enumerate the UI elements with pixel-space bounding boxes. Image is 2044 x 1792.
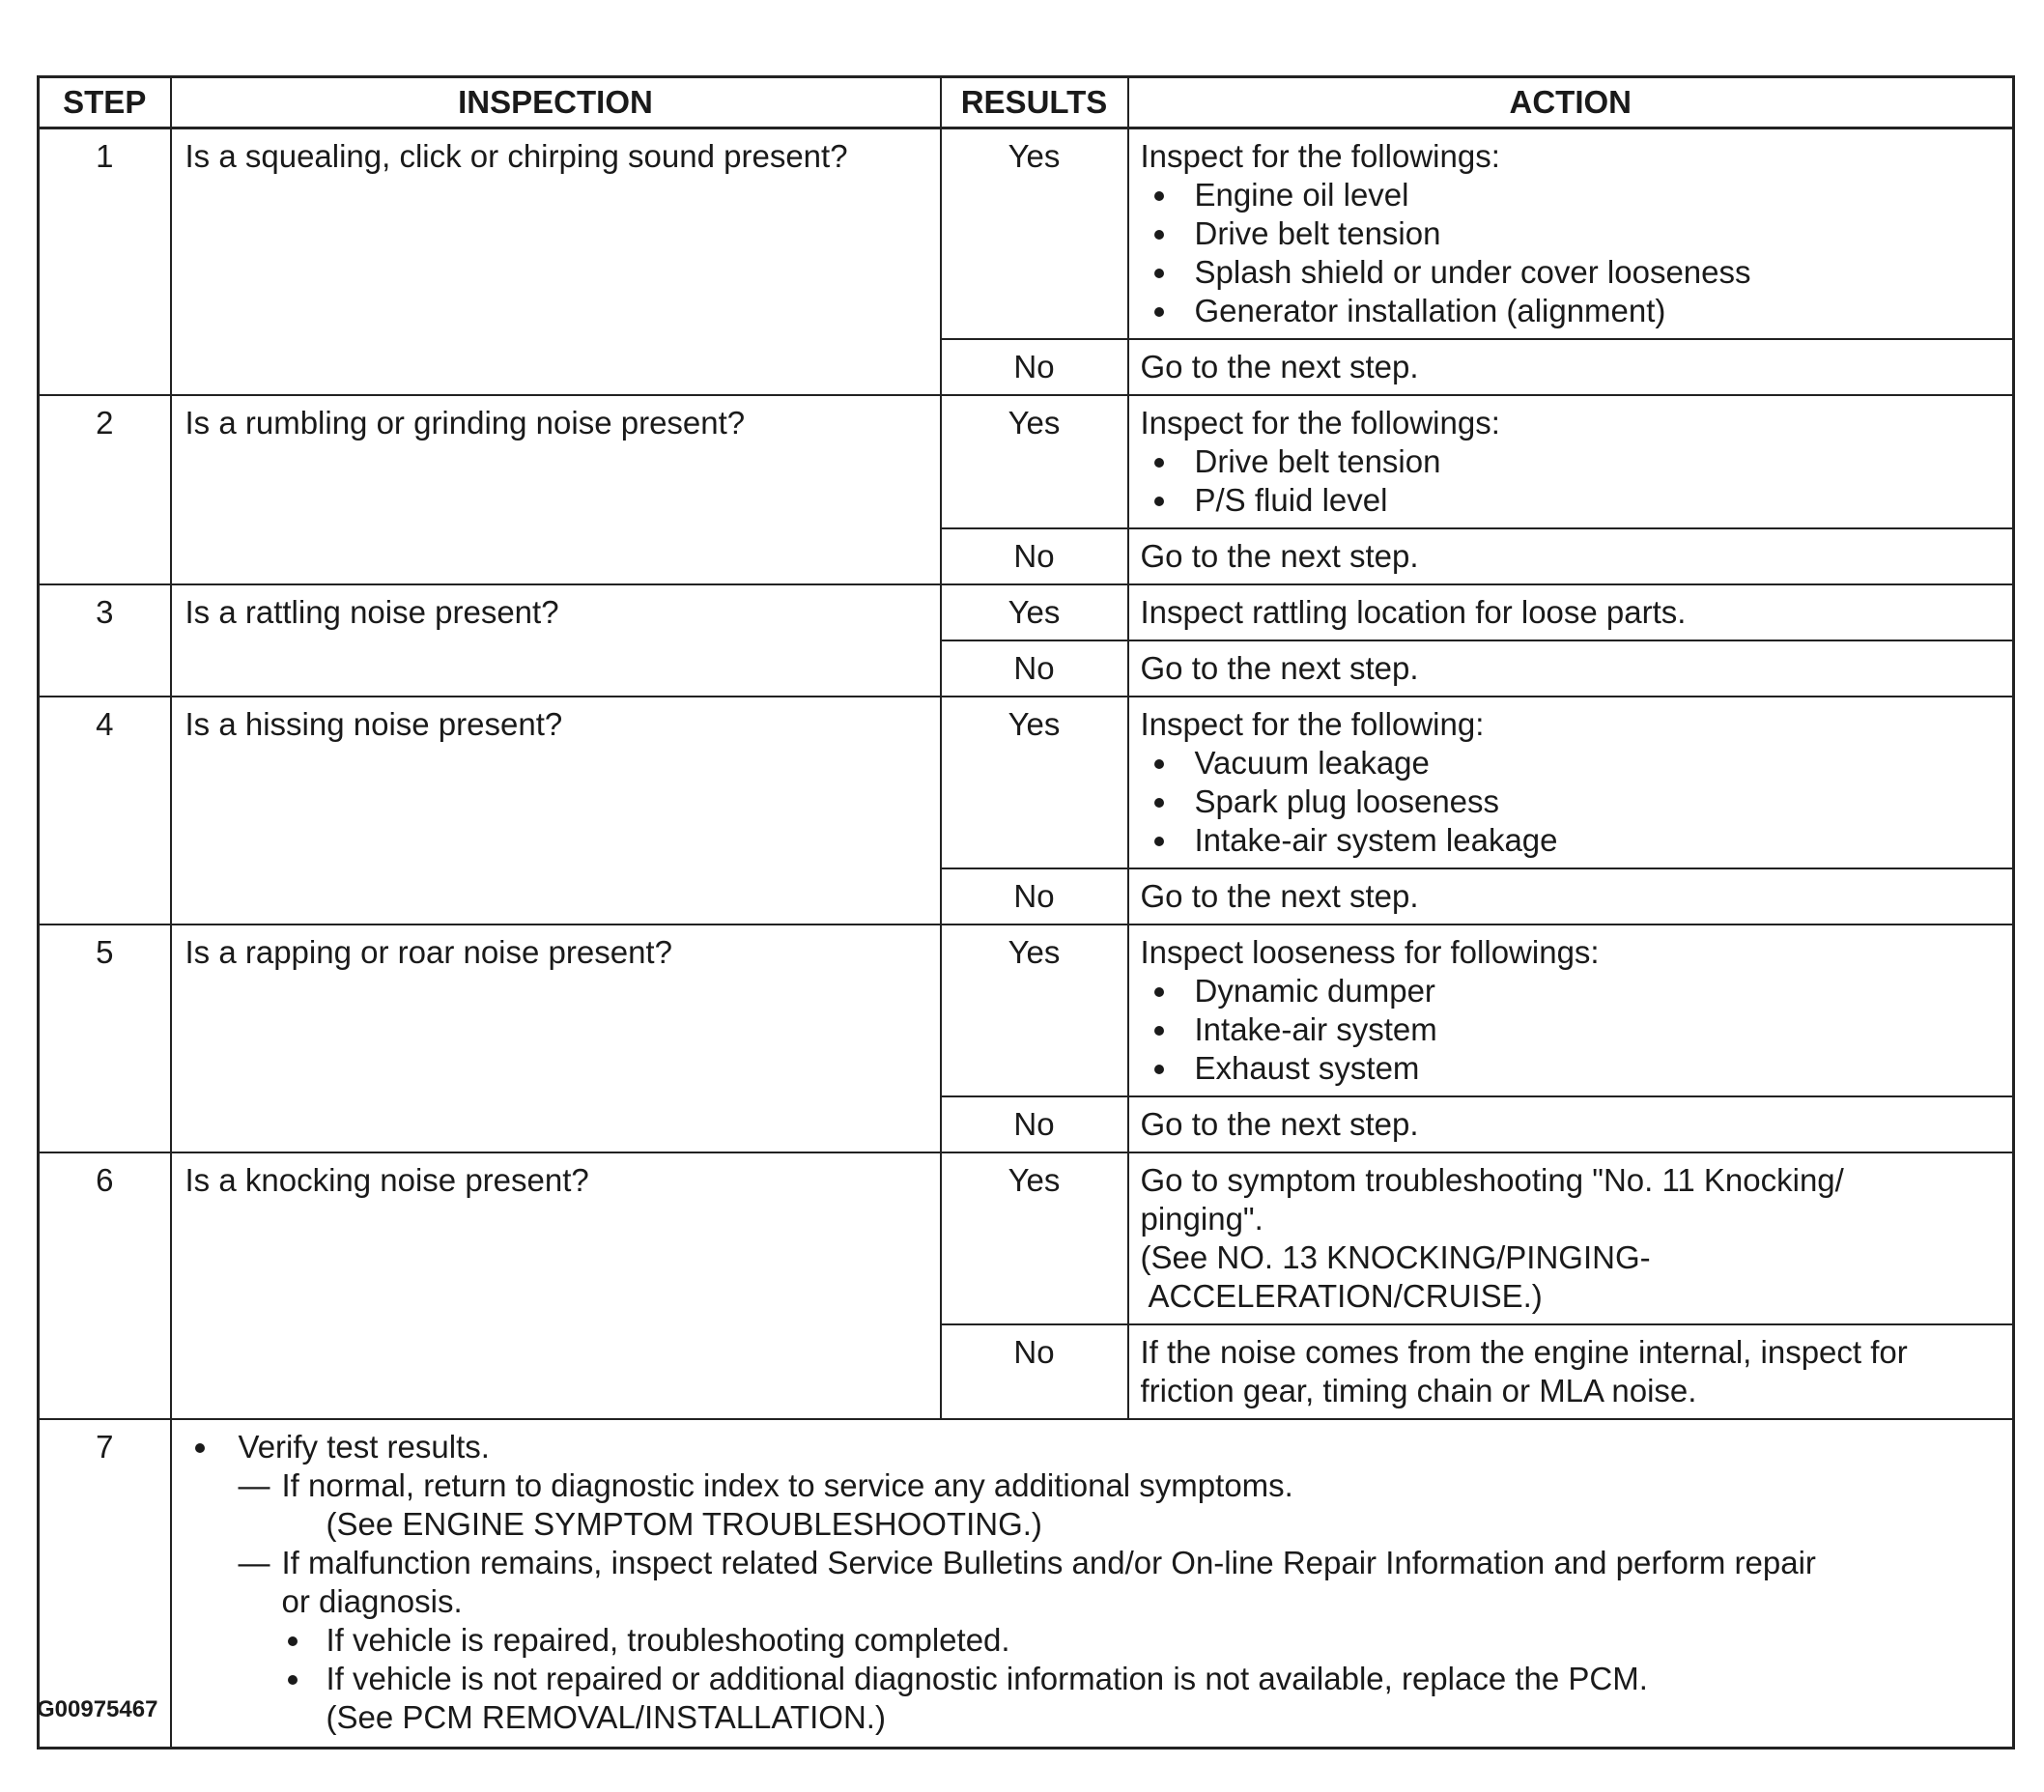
step-number: 4	[39, 697, 171, 924]
step-5-yes-row	[39, 924, 2014, 1096]
result-yes: Yes	[941, 1152, 1128, 1324]
step-number: 2	[39, 395, 171, 584]
malfunction-text: If malfunction remains, inspect related Service Bulletins and/or On-line Repair Information and perform repair	[281, 1545, 1816, 1580]
result-yes: Yes	[941, 697, 1128, 868]
action-intro: Inspect for the following:	[1140, 706, 1485, 742]
inspection-text: Is a squealing, click or chirping sound present?	[171, 128, 941, 396]
normal-item	[195, 1466, 2000, 1505]
result-yes: Yes	[941, 924, 1128, 1096]
action-no: Go to the next step.	[1128, 868, 2014, 924]
step-number: 6	[39, 1152, 171, 1419]
action-line: friction gear, timing chain or MLA noise.	[1140, 1373, 1697, 1408]
action-bullet: Dynamic dumper	[1141, 972, 2001, 1010]
action-line: Go to symptom troubleshooting "No. 11 Knocking/	[1140, 1162, 1844, 1198]
action-bullet: Drive belt tension	[1141, 442, 2001, 481]
action-no: Go to the next step.	[1128, 640, 2014, 697]
inspection-text: Is a rumbling or grinding noise present?	[171, 395, 941, 584]
step-4-yes-row	[39, 697, 2014, 868]
action-bullet: Intake-air system	[1141, 1010, 2001, 1049]
result-no: No	[941, 1096, 1128, 1152]
normal-text: If normal, return to diagnostic index to service any additional symptoms.	[281, 1467, 1293, 1503]
inspection-text: Is a hissing noise present?	[171, 697, 941, 924]
action-intro: Inspect for the followings:	[1140, 138, 1500, 174]
malfunction-text: or diagnosis.	[281, 1583, 463, 1619]
result-no: No	[941, 528, 1128, 584]
dash-mark: —	[238, 1545, 270, 1580]
action-intro: Inspect looseness for followings:	[1140, 934, 1600, 970]
result-no: No	[941, 868, 1128, 924]
step-number: 5	[39, 924, 171, 1152]
step-number: 7	[39, 1419, 171, 1749]
action-bullet-list	[1141, 744, 2001, 860]
action-bullet-list	[1141, 176, 2001, 330]
action-bullet: Splash shield or under cover looseness	[1141, 253, 2001, 292]
result-no: No	[941, 339, 1128, 395]
action-bullet: Vacuum leakage	[1141, 744, 2001, 782]
see-reference: ACCELERATION/CRUISE.)	[1148, 1278, 1543, 1314]
malfunction-item	[195, 1544, 2000, 1621]
action-bullet-list	[1141, 972, 2001, 1088]
sub-bullet: If vehicle is repaired, troubleshooting completed.	[282, 1621, 2000, 1660]
action-intro: Inspect for the followings:	[1140, 405, 1500, 441]
action-bullet: Spark plug looseness	[1141, 782, 2001, 821]
action-yes	[1128, 924, 2014, 1096]
step-2-yes-row	[39, 395, 2014, 528]
action-bullet: Engine oil level	[1141, 176, 2001, 214]
dash-mark: —	[238, 1467, 270, 1503]
result-yes: Yes	[941, 395, 1128, 528]
action-no	[1128, 1324, 2014, 1419]
see-reference: (See ENGINE SYMPTOM TROUBLESHOOTING.)	[326, 1506, 1042, 1542]
step-3-yes-row	[39, 584, 2014, 640]
action-line: If the noise comes from the engine internal, inspect for	[1140, 1334, 1908, 1370]
step-1-yes-row	[39, 128, 2014, 340]
result-yes: Yes	[941, 128, 1128, 340]
action-yes	[1128, 128, 2014, 340]
action-yes	[1128, 1152, 2014, 1324]
action-no: Go to the next step.	[1128, 339, 2014, 395]
document-id: G00975467	[37, 1696, 158, 1722]
action-bullet: Generator installation (alignment)	[1141, 292, 2001, 330]
inspection-text: Is a rapping or roar noise present?	[171, 924, 941, 1152]
see-reference: (See PCM REMOVAL/INSTALLATION.)	[326, 1699, 886, 1735]
action-yes	[1128, 697, 2014, 868]
sub-bullet: If vehicle is not repaired or additional diagnostic information is not available, replace the PCM.	[282, 1660, 2000, 1698]
step-number: 3	[39, 584, 171, 697]
action-bullet: Exhaust system	[1141, 1049, 2001, 1088]
action-yes	[1128, 395, 2014, 528]
inspection-text: Is a rattling noise present?	[171, 584, 941, 697]
result-no: No	[941, 1324, 1128, 1419]
header-row	[39, 77, 2014, 128]
verify-line: Verify test results.	[195, 1428, 2000, 1466]
action-line: pinging".	[1140, 1201, 1263, 1237]
action-bullet: P/S fluid level	[1141, 481, 2001, 520]
diagnostic-table	[37, 75, 2015, 1749]
step-6-yes-row	[39, 1152, 2014, 1324]
result-no: No	[941, 640, 1128, 697]
sub-bullet-list	[195, 1621, 2000, 1698]
step-7-row	[39, 1419, 2014, 1749]
action-no: Go to the next step.	[1128, 528, 2014, 584]
action-bullet: Intake-air system leakage	[1141, 821, 2001, 860]
header-step: STEP	[39, 77, 171, 128]
verify-results-cell	[171, 1419, 2014, 1749]
result-yes: Yes	[941, 584, 1128, 640]
see-reference: (See NO. 13 KNOCKING/PINGING-	[1140, 1239, 1651, 1275]
action-bullet: Drive belt tension	[1141, 214, 2001, 253]
inspection-text: Is a knocking noise present?	[171, 1152, 941, 1419]
header-action: ACTION	[1128, 77, 2014, 128]
action-bullet-list	[1141, 442, 2001, 520]
header-results: RESULTS	[941, 77, 1128, 128]
step-number: 1	[39, 128, 171, 396]
action-no: Go to the next step.	[1128, 1096, 2014, 1152]
action-yes: Inspect rattling location for loose parts.	[1128, 584, 2014, 640]
header-inspection: INSPECTION	[171, 77, 941, 128]
